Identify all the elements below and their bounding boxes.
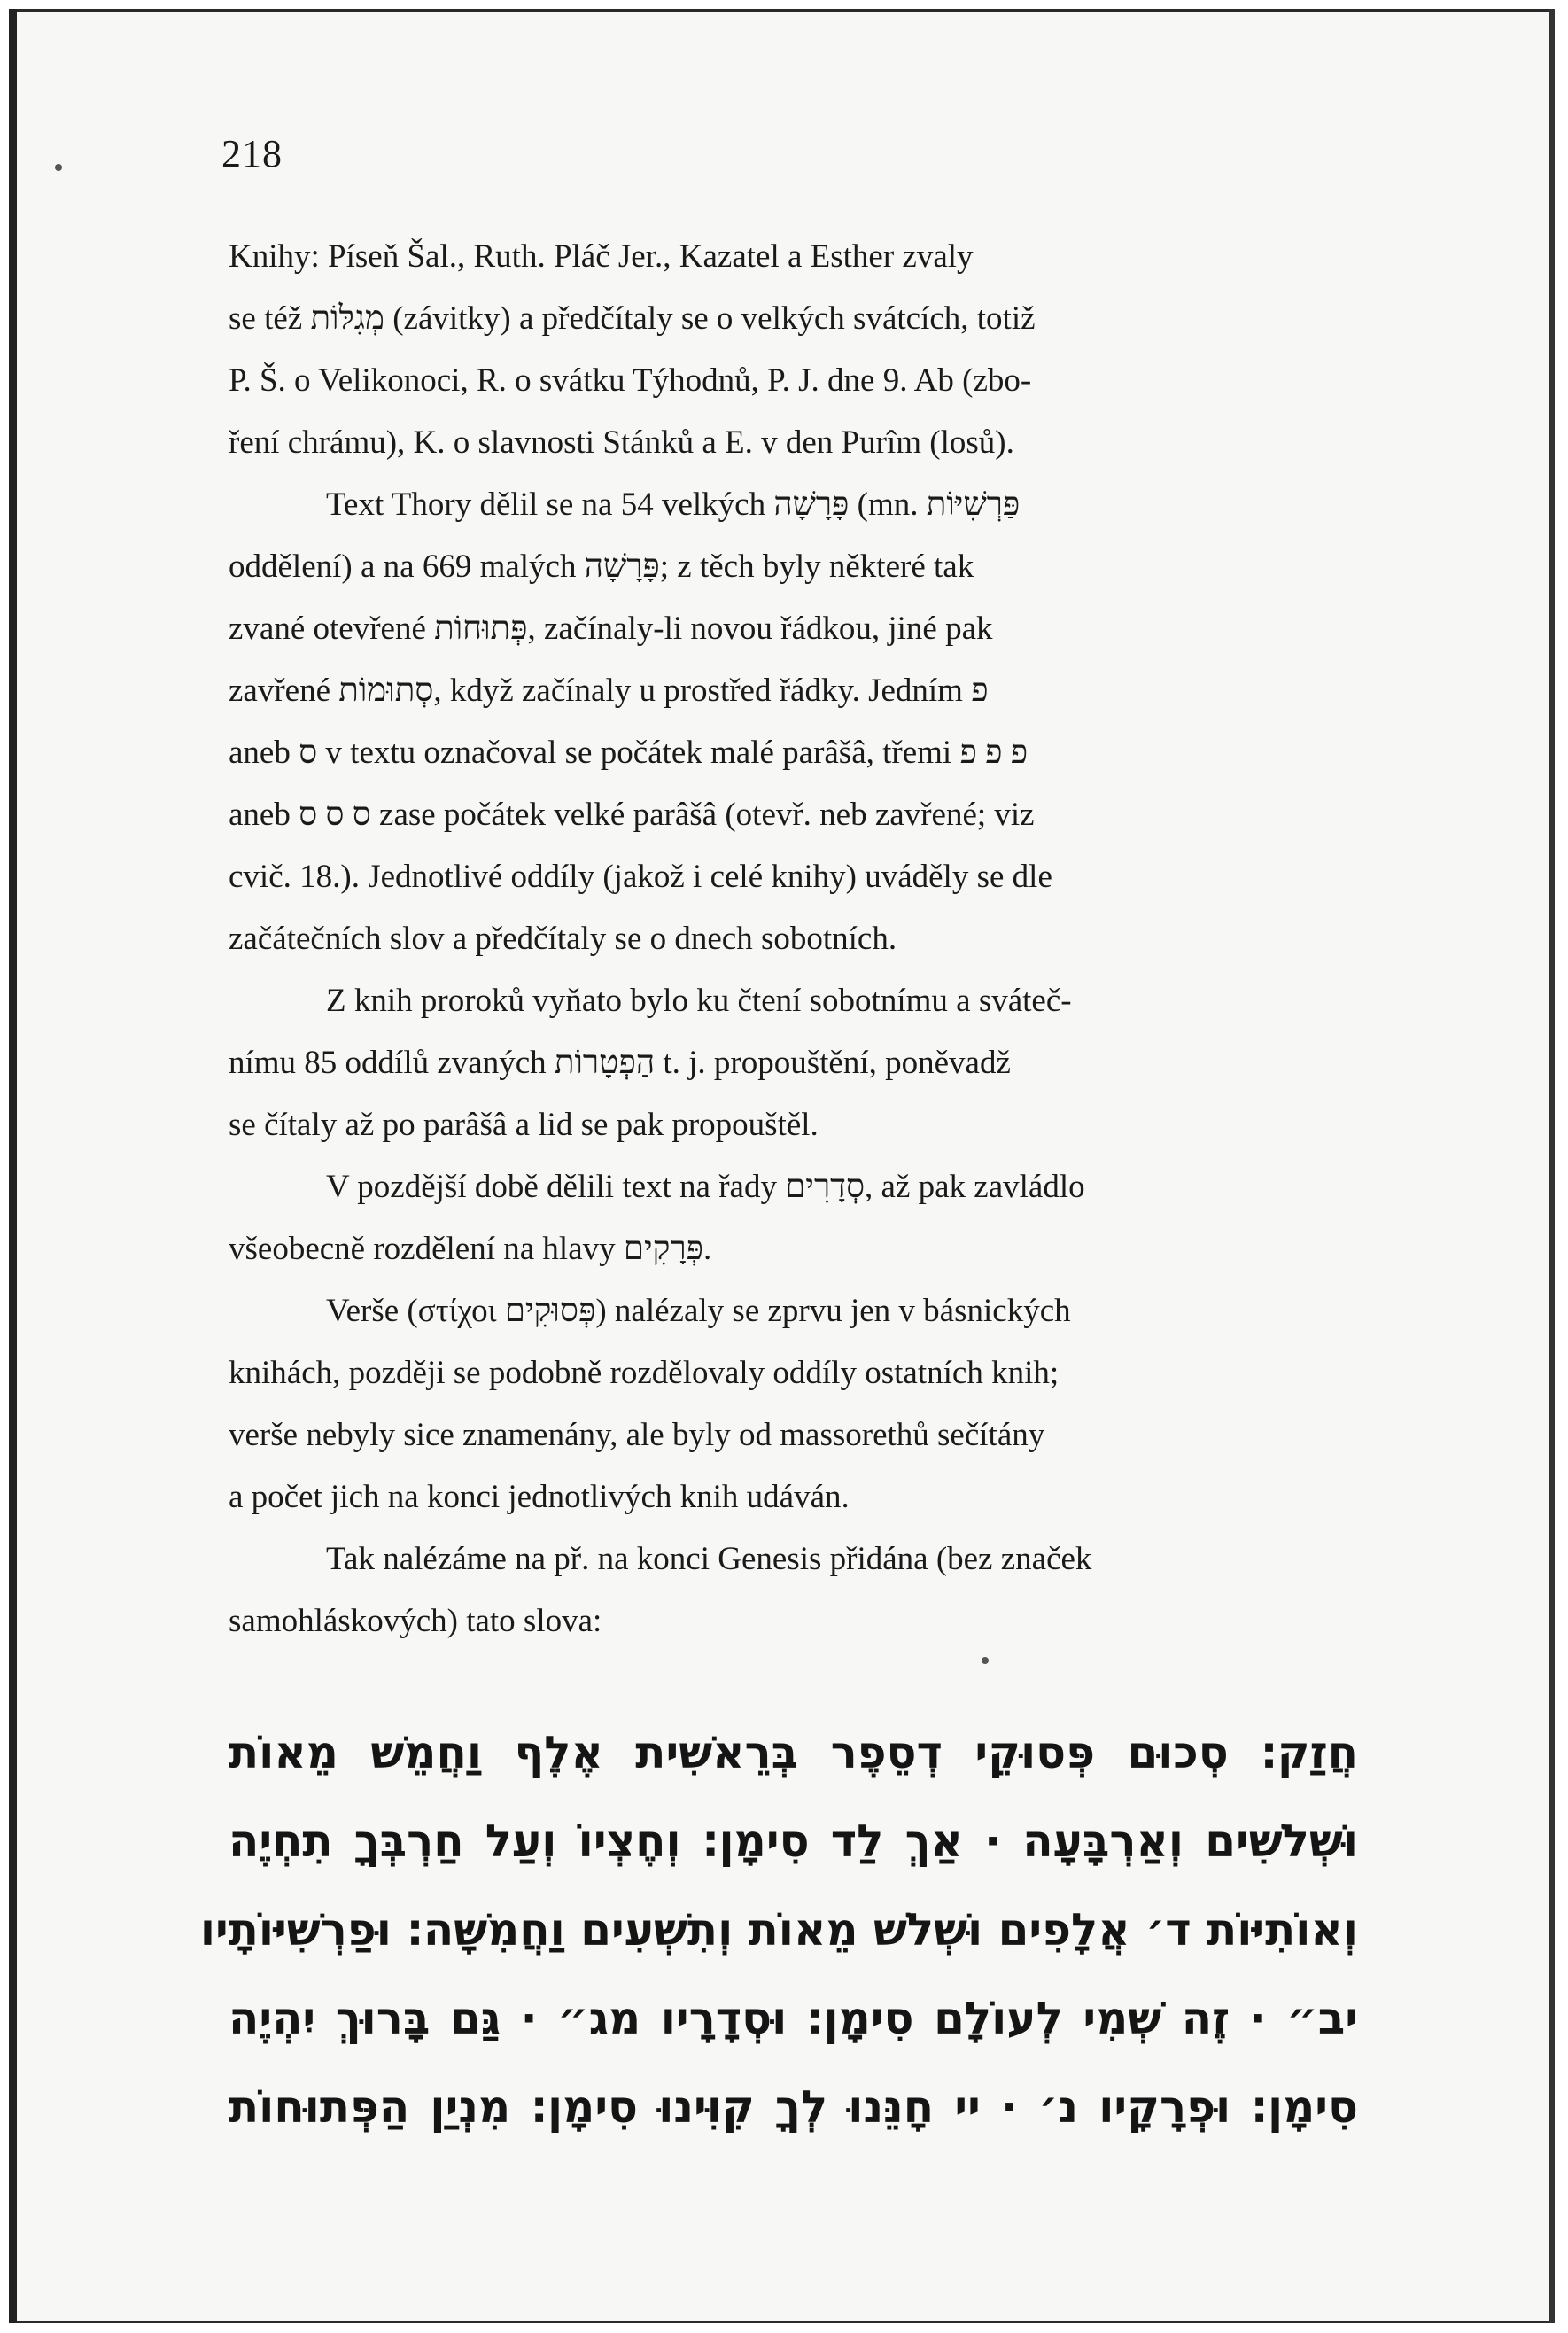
hebrew-line: יב״ · זֶה שְׁמִי לְעוֹלָם סִימָן׃ וּסְדָרָיו מג״ · גַּם בָּרוּךְ יִהְיֶה xyxy=(229,1993,1358,2044)
text-line: všeobecně rozdělení na hlavy פְּרָקִים. xyxy=(229,1231,712,1267)
text-line: a počet jich na konci jednotlivých knih udáván. xyxy=(229,1479,850,1515)
text-line: cvič. 18.). Jednotlivé oddíly (jakož i celé knihy) uváděly se dle xyxy=(229,859,1052,895)
text-line: oddělení) a na 669 malých פָּרָשָׁה; z těch byly některé tak xyxy=(229,548,974,585)
hebrew-line: וּשְׁלֹשִׁים וְאַרְבָּעָה · אַךְ לַד סִימָן׃ וְחֶצְיוֹ וְעַל חַרְבְּךָ תִחְיֶה xyxy=(229,1816,1358,1867)
text-line: se čítaly až po parâšâ a lid se pak propouštěl. xyxy=(229,1107,819,1143)
text-line: se též מְגִלּוֹת (závitky) a předčítaly se o velkých svátcích, totiž xyxy=(229,300,1036,337)
hebrew-line: וְאוֹתִיּוֹת ד׳ אֲלָפִים וּשְׁלֹשׁ מֵאוֹת וְתִשְׁעִים וַחֲמִשָּׁה׃ וּפַרְשִׁיּוֹתָיו xyxy=(199,1904,1358,1956)
text-line: začátečních slov a předčítaly se o dnech sobotních. xyxy=(229,921,897,957)
text-line: Knihy: Píseň Šal., Ruth. Pláč Jer., Kazatel a Esther zvaly xyxy=(229,238,974,275)
text-line: aneb ס ס ס zase počátek velké parâšâ (otevř. neb zavřené; viz xyxy=(229,797,1035,833)
text-line: aneb ס v textu označoval se počátek malé parâšâ, třemi פ פ פ xyxy=(229,735,1029,771)
hebrew-line: סִימָן׃ וּפְרָקָיו נ׳ · יי חָנֵּנוּ לְךָ קִוִּינוּ סִימָן׃ מִנְיַן הַפְּתוּחוֹת xyxy=(229,2081,1358,2133)
text-line: Text Thory dělil se na 54 velkých פָּרָשָׁה (mn. פַּרְשִׁיּוֹת xyxy=(326,486,1021,523)
text-line: zavřené סְתוּמוֹת, když začínaly u prostřed řádky. Jedním פ xyxy=(229,673,989,709)
text-line: knihách, později se podobně rozdělovaly oddíly ostatních knih; xyxy=(229,1355,1060,1391)
text-line: P. Š. o Velikonoci, R. o svátku Týhodnů, P. J. dne 9. Ab (zbo- xyxy=(229,362,1032,399)
body-text xyxy=(229,226,1358,1653)
text-line: ření chrámu), K. o slavnosti Stánků a E. v den Purîm (losů). xyxy=(229,424,1014,461)
text-line: samohláskových) tato slova: xyxy=(229,1603,602,1639)
text-line: V pozdější době dělili text na řady סְדָרִים, až pak zavládlo xyxy=(326,1169,1085,1205)
hebrew-passage xyxy=(199,1708,1358,2151)
text-line: Verše (στίχοι פְּסוּקִים) nalézaly se zprvu jen v básnických xyxy=(326,1293,1071,1329)
hebrew-line: חֲזַק׃ סְכוּם פְּסוּקֵי דְסֵפֶר בְּרֵאשִׁית אֶלֶף וַחֲמֵשׁ מֵאוֹת xyxy=(229,1727,1358,1778)
text-line: zvané otevřené פְּתוּחוֹת, začínaly-li novou řádkou, jiné pak xyxy=(229,610,993,647)
scan-speck xyxy=(982,1657,989,1664)
scan-speck xyxy=(55,164,62,171)
page-number: 218 xyxy=(221,132,283,175)
text-line: Tak nalézáme na př. na konci Genesis přidána (bez značek xyxy=(326,1541,1092,1577)
text-line: nímu 85 oddílů zvaných הַפְטָרוֹת t. j. propouštění, poněvadž xyxy=(229,1045,1011,1081)
text-line: Z knih proroků vyňato bylo ku čtení sobotnímu a sváteč- xyxy=(326,983,1072,1019)
text-line: verše nebyly sice znamenány, ale byly od massorethů sečítány xyxy=(229,1417,1045,1453)
scanned-page xyxy=(9,9,1555,2323)
